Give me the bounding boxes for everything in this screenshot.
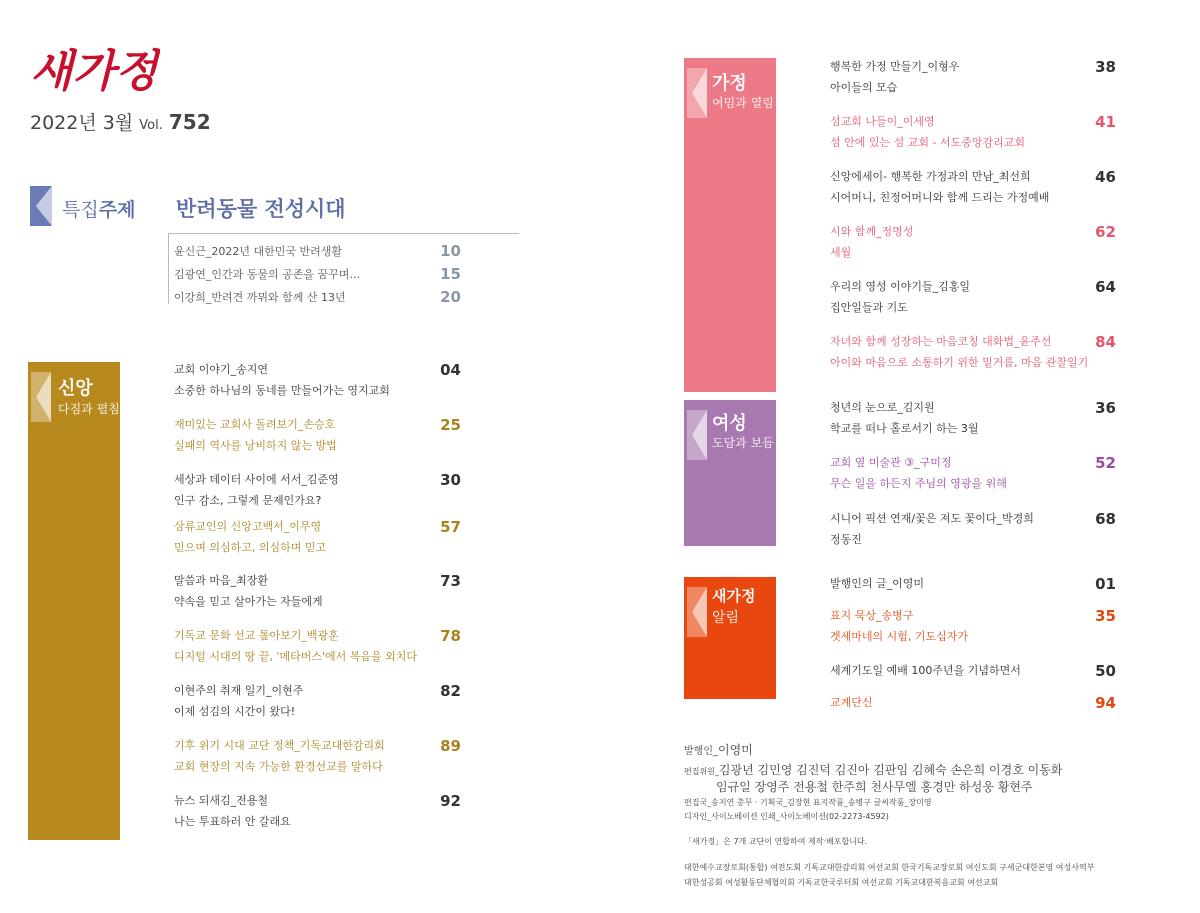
family-entry-line[interactable]: 시어머니, 친정어머니와 함께 드리는 가정예배 (830, 191, 1050, 204)
family-entry-line[interactable]: 집안일들과 기도 (830, 301, 908, 314)
faith-entry-line[interactable]: 나는 투표하러 안 갈래요 (174, 815, 291, 828)
news-entry-line[interactable]: 겟세마네의 시험, 기도십자가 (830, 630, 969, 643)
faith-entry-line[interactable]: 교회 이야기_송지연 (174, 363, 269, 376)
family-entry-page: 38 (1095, 58, 1116, 76)
family-entry-line[interactable]: 자녀와 함께 성장하는 마음코칭 대화법_윤주선 (830, 335, 1052, 348)
feature-item-page: 20 (440, 288, 461, 306)
editors-line1: 김광년 김민영 김진덕 김진아 김판임 김혜숙 손은희 이경호 이동화 (718, 763, 1063, 777)
feature-item-title[interactable]: 김광연_인간과 동물의 공존을 꿈꾸며… (174, 268, 361, 281)
faith-entry-page: 30 (440, 471, 461, 489)
women-entry-line[interactable]: 무슨 일을 하든지 주님의 영광을 위해 (830, 477, 1007, 490)
family-entry-line[interactable]: 세월 (830, 246, 852, 259)
family-entry-page: 84 (1095, 333, 1116, 351)
family-entry-page: 46 (1095, 168, 1116, 186)
faith-entry-page: 82 (440, 682, 461, 700)
faith-entry-line[interactable]: 소중한 하나님의 동네를 만들어가는 영지교회 (174, 384, 390, 397)
faith-entry-line[interactable]: 재미있는 교회사 돌려보기_손승호 (174, 418, 336, 431)
feature-item-page: 10 (440, 242, 461, 260)
family-entry-line[interactable]: 섬 안에 있는 섬 교회 - 서도중앙감리교회 (830, 136, 1025, 149)
editors-label: 편집위원_ (684, 767, 719, 776)
section-women-tag-icon (687, 410, 707, 460)
section-women-bar (684, 400, 776, 546)
family-entry-line[interactable]: 우리의 영성 이야기들_김홍일 (830, 280, 971, 293)
magazine-logo (30, 40, 160, 100)
faith-entry-line[interactable]: 실패의 역사를 낭비하지 않는 방법 (174, 439, 337, 452)
faith-entry-line[interactable]: 말씀과 마음_최장환 (174, 574, 269, 587)
faith-entry-line[interactable]: 디지털 시대의 땅 끝, '메타버스'에서 복음을 외치다 (174, 650, 418, 663)
faith-entry-line[interactable]: 세상과 데이터 사이에 서서_김준영 (174, 473, 339, 486)
family-entry-line[interactable]: 섬교회 나들이_이세영 (830, 115, 935, 128)
women-entry-page: 36 (1095, 399, 1116, 417)
section-news-subtitle: 알림 (712, 610, 740, 626)
family-entry-line[interactable]: 신앙에세이- 행복한 가정과의 만남_최선희 (830, 170, 1031, 183)
family-entry-line[interactable]: 시와 함께_정명성 (830, 225, 914, 238)
family-entry-line[interactable]: 아이들의 모습 (830, 81, 898, 94)
publisher-label: 발행인_ (684, 746, 718, 757)
section-family-subtitle: 여밈과 열림 (712, 96, 774, 110)
vol-number: 752 (168, 110, 211, 134)
orgs-line2: 대한성공회 여성활동단체협의회 기독교한국루터회 여선교회 기독교대한복음교회 여선교회 (684, 878, 999, 887)
faith-entry-page: 89 (440, 737, 461, 755)
staff-line2: 디자인_사이노베이션 인쇄_사이노베이션(02-2273-4592) (684, 812, 889, 821)
credits-editors (684, 759, 1062, 778)
faith-entry-page: 92 (440, 792, 461, 810)
feature-label-b: 주제 (98, 199, 136, 221)
faith-entry-line[interactable]: 믿으며 의심하고, 의심하며 믿고 (174, 541, 327, 554)
faith-entry-line[interactable]: 교회 현장의 지속 가능한 환경선교를 말하다 (174, 760, 383, 773)
faith-entry-page: 25 (440, 416, 461, 434)
news-entry-line[interactable]: 발행인의 글_이영미 (830, 577, 925, 590)
faith-entry-line[interactable]: 이제 섬김의 시간이 왔다! (174, 705, 296, 718)
news-entry-page: 35 (1095, 607, 1116, 625)
section-family-title: 가정 (712, 73, 747, 94)
family-entry-line[interactable]: 행복한 가정 만들기_이형우 (830, 60, 960, 73)
women-entry-line[interactable]: 정동진 (830, 533, 862, 546)
issue-info (30, 108, 211, 135)
feature-item-title[interactable]: 이강희_반려견 까뮈와 함께 산 13년 (174, 291, 346, 304)
logo-text: 새가정 (30, 46, 158, 97)
issue-date: 2022년 3월 (30, 112, 134, 134)
news-entry-page: 50 (1095, 662, 1116, 680)
editors-line2: 임규일 장영주 전용철 한주희 천사무엘 홍경만 하성웅 황현주 (716, 780, 1033, 794)
family-entry-page: 64 (1095, 278, 1116, 296)
feature-item-page: 15 (440, 265, 461, 283)
news-entry-line[interactable]: 세계기도일 예배 100주년을 기념하면서 (830, 664, 1021, 677)
orgs-line1: 대한예수교장로회(통합) 여전도회 기독교대한감리회 여선교회 한국기독교장로회 여신도회 구세군대한본영 여성사역부 (684, 863, 1095, 872)
faith-entry-line[interactable]: 삼류교인의 신앙고백서_이무영 (174, 520, 322, 533)
faith-entry-line[interactable]: 기독교 문화 선교 톺아보기_백광훈 (174, 629, 339, 642)
faith-entry-page: 04 (440, 361, 461, 379)
section-family-bar (684, 58, 776, 392)
women-entry-line[interactable]: 교회 옆 미술관 ③_구미정 (830, 456, 952, 469)
vol-label: Vol. (139, 118, 163, 133)
faith-entry-line[interactable]: 기후 위기 시대 교단 정책_기독교대한감리회 (174, 739, 385, 752)
section-family-tag-icon (687, 68, 707, 118)
news-entry-line[interactable]: 교계단신 (830, 696, 873, 709)
women-entry-page: 68 (1095, 510, 1116, 528)
section-news-tag-icon (687, 587, 707, 637)
faith-entry-line[interactable]: 인구 감소, 그렇게 문제인가요? (174, 494, 322, 507)
section-faith-title: 신앙 (58, 378, 93, 399)
faith-entry-line[interactable]: 뉴스 되새김_전용철 (174, 794, 269, 807)
section-news-bar (684, 577, 776, 699)
feature-title: 반려동물 전성시대 (176, 197, 346, 221)
women-entry-line[interactable]: 시니어 픽션 연재/꽃은 져도 꽃이다_박경희 (830, 512, 1034, 525)
section-women-title: 여성 (712, 413, 747, 434)
women-entry-line[interactable]: 학교를 떠나 홀로서기 하는 3월 (830, 422, 979, 435)
news-entry-page: 94 (1095, 694, 1116, 712)
faith-entry-line[interactable]: 약속을 믿고 살아가는 자들에게 (174, 595, 323, 608)
women-entry-page: 52 (1095, 454, 1116, 472)
staff-line1: 편집국_송지연 총무 · 기획국_김장현 표지작품_송병구 글씨작품_장미영 (684, 798, 932, 807)
women-entry-line[interactable]: 청년의 눈으로_김지원 (830, 401, 935, 414)
news-entry-line[interactable]: 표지 묵상_송병구 (830, 609, 914, 622)
feature-item-title[interactable]: 윤신근_2022년 대한민국 반려생활 (174, 245, 342, 258)
faith-entry-page: 73 (440, 572, 461, 590)
section-faith-tag-icon (31, 372, 51, 422)
family-entry-line[interactable]: 아이와 마음으로 소통하기 위한 밑거름, 마음 관찰일기 (830, 356, 1089, 369)
family-entry-page: 41 (1095, 113, 1116, 131)
credits-publisher (684, 741, 753, 758)
section-women-subtitle: 도담과 보듬 (712, 436, 774, 450)
credits-note: 「새가정」은 7개 교단이 연합하여 제작·배포합니다. (684, 837, 868, 846)
section-faith-bar (28, 362, 120, 840)
faith-entry-page: 57 (440, 518, 461, 536)
family-entry-page: 62 (1095, 223, 1116, 241)
news-entry-page: 01 (1095, 575, 1116, 593)
section-news-title: 새가정 (712, 587, 756, 605)
feature-tag-icon (30, 186, 52, 226)
publisher-name: 이영미 (717, 743, 753, 757)
section-faith-subtitle: 다짐과 펼침 (58, 402, 120, 416)
feature-label (62, 195, 135, 222)
faith-entry-page: 78 (440, 627, 461, 645)
feature-label-a: 특집 (62, 199, 99, 221)
faith-entry-line[interactable]: 이현주의 취재 일기_이현주 (174, 684, 304, 697)
